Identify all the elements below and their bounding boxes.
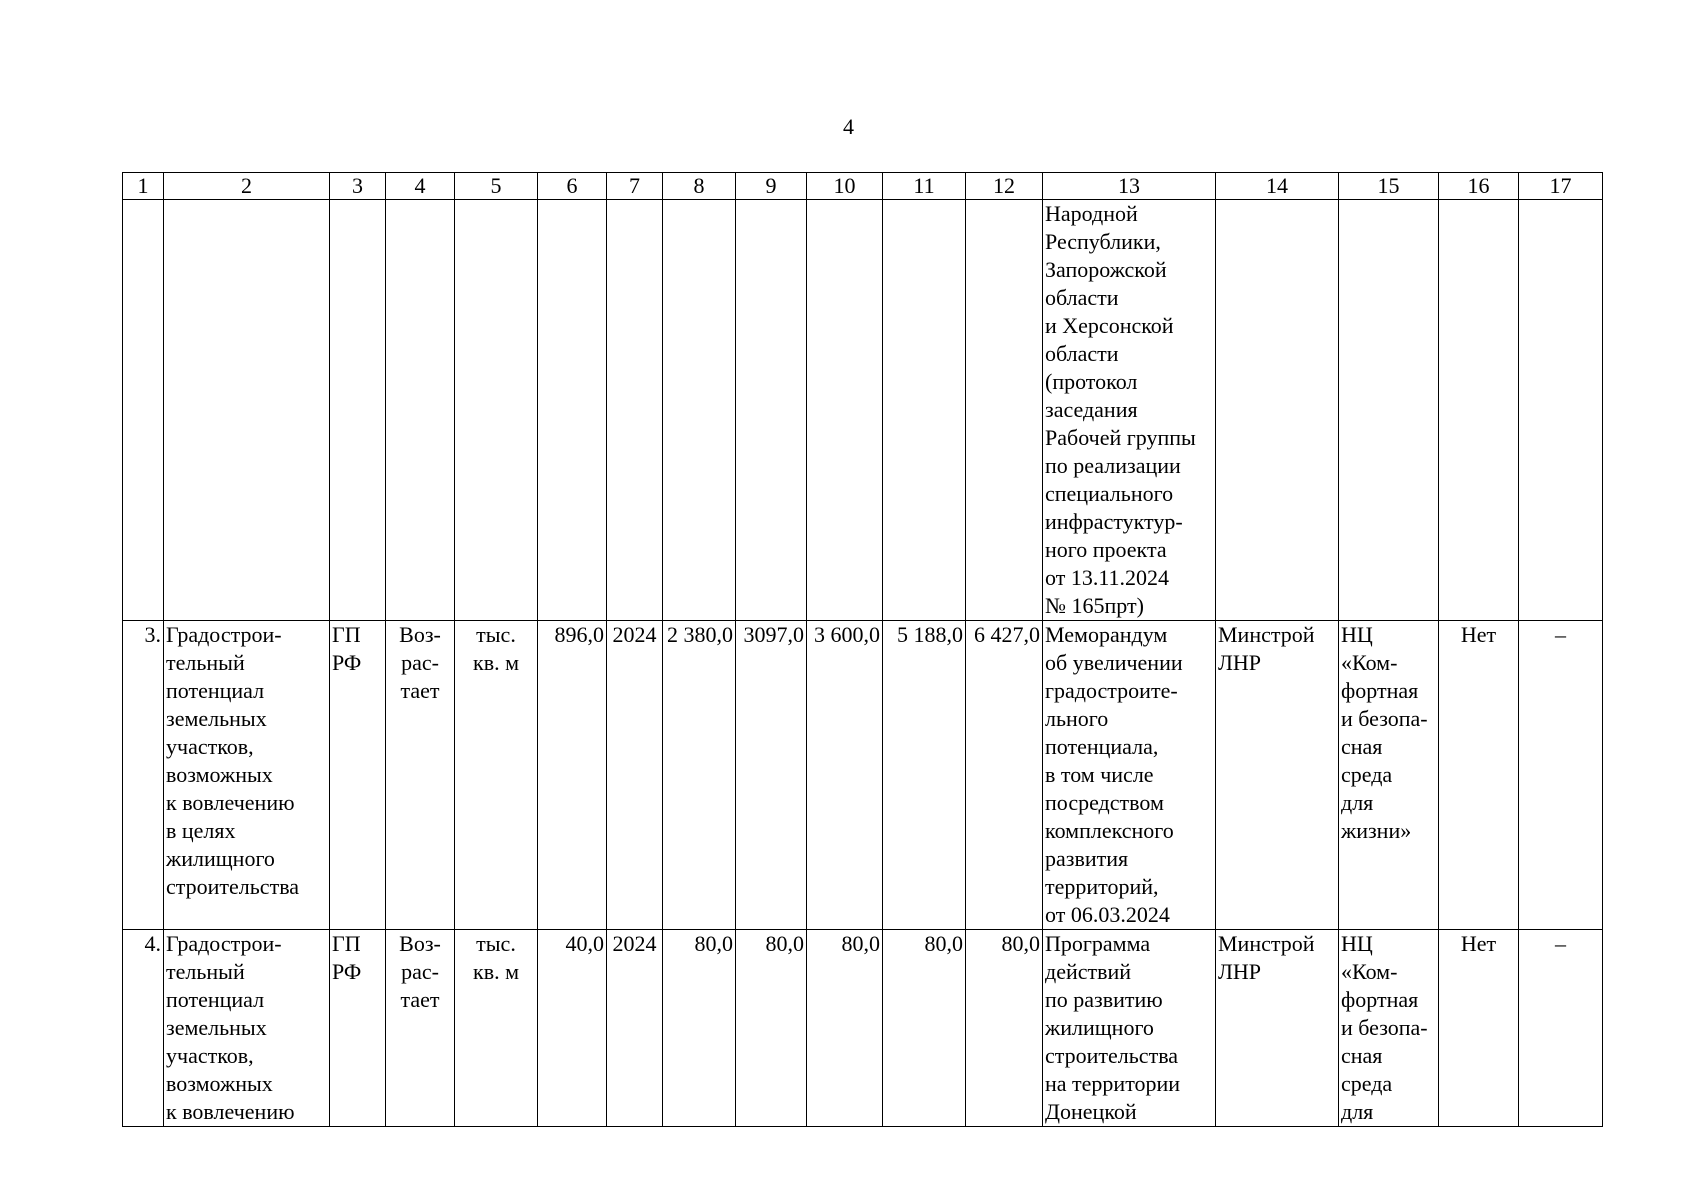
table-cell-number: 4.	[123, 930, 164, 1127]
page-number: 4	[843, 114, 854, 139]
indicators-table	[122, 172, 1603, 1127]
column-header: 17	[1519, 173, 1603, 200]
table-cell-value	[883, 200, 966, 621]
table-cell-unit: тыс. кв. м	[455, 930, 538, 1127]
table-cell-type	[330, 200, 386, 621]
column-header: 14	[1216, 173, 1339, 200]
table-cell-type: ГП РФ	[330, 930, 386, 1127]
table-cell-note: –	[1519, 621, 1603, 930]
table-cell-value: 2 380,0	[663, 621, 736, 930]
table-cell-responsible	[1216, 200, 1339, 621]
column-header: 1	[123, 173, 164, 200]
table-cell-document: Меморандум об увеличении градостроите- льного потенциала, в том числе посредством комплексного развития территорий, от 06.03.2024	[1043, 621, 1216, 930]
column-header: 12	[966, 173, 1043, 200]
table-cell-value: 6 427,0	[966, 621, 1043, 930]
table-cell-responsible: Минстрой ЛНР	[1216, 621, 1339, 930]
table-cell-value: 80,0	[663, 930, 736, 1127]
table-cell-value: 80,0	[736, 930, 807, 1127]
table-cell-project: НЦ «Ком- фортная и безопа- сная среда для	[1339, 930, 1439, 1127]
table-cell-base-year: 2024	[607, 621, 663, 930]
column-header: 13	[1043, 173, 1216, 200]
table-cell-flag: Нет	[1439, 621, 1519, 930]
table-cell-unit	[455, 200, 538, 621]
table-cell-value: 3097,0	[736, 621, 807, 930]
table-cell-note	[1519, 200, 1603, 621]
column-header: 2	[164, 173, 330, 200]
table-cell-value: 80,0	[883, 930, 966, 1127]
column-header: 7	[607, 173, 663, 200]
column-header: 3	[330, 173, 386, 200]
table-cell-value	[736, 200, 807, 621]
column-header: 4	[386, 173, 455, 200]
table-cell-project: НЦ «Ком- фортная и безопа- сная среда для жизни»	[1339, 621, 1439, 930]
table-cell-value	[807, 200, 883, 621]
table-header-row	[123, 173, 1603, 200]
table-cell-value: 5 188,0	[883, 621, 966, 930]
table-row-continuation	[123, 200, 1603, 621]
table-cell-indicator: Градострои- тельный потенциал земельных участков, возможных к вовлечению в целях жилищного строительства	[164, 621, 330, 930]
column-header: 9	[736, 173, 807, 200]
table-cell-base-year: 2024	[607, 930, 663, 1127]
table-cell-base-value	[538, 200, 607, 621]
column-header: 8	[663, 173, 736, 200]
table-cell-trend: Воз- рас- тает	[386, 621, 455, 930]
table-cell-value	[966, 200, 1043, 621]
table-cell-type: ГП РФ	[330, 621, 386, 930]
table-cell-number: 3.	[123, 621, 164, 930]
table-cell-value: 80,0	[966, 930, 1043, 1127]
table-cell-value: 3 600,0	[807, 621, 883, 930]
table-row-4	[123, 930, 1603, 1127]
column-header: 10	[807, 173, 883, 200]
table-cell-indicator: Градострои- тельный потенциал земельных участков, возможных к вовлечению	[164, 930, 330, 1127]
table-cell-value: 80,0	[807, 930, 883, 1127]
table-cell-base-value: 40,0	[538, 930, 607, 1127]
table-cell-document: Программа действий по развитию жилищного строительства на территории Донецкой	[1043, 930, 1216, 1127]
table-cell-trend: Воз- рас- тает	[386, 930, 455, 1127]
column-header: 5	[455, 173, 538, 200]
table-cell-flag	[1439, 200, 1519, 621]
table-cell-responsible: Минстрой ЛНР	[1216, 930, 1339, 1127]
table-cell-flag: Нет	[1439, 930, 1519, 1127]
table-cell-document: Народной Республики, Запорожской области и Херсонской области (протокол заседания Рабочей группы по реализации специального инфрастуктур- ного проекта от 13.11.2024 № 165прт)	[1043, 200, 1216, 621]
column-header: 15	[1339, 173, 1439, 200]
column-header: 11	[883, 173, 966, 200]
table-cell-unit: тыс. кв. м	[455, 621, 538, 930]
table-row-3	[123, 621, 1603, 930]
column-header: 6	[538, 173, 607, 200]
table-cell-indicator	[164, 200, 330, 621]
table-cell-project	[1339, 200, 1439, 621]
table-cell-note: –	[1519, 930, 1603, 1127]
column-header: 16	[1439, 173, 1519, 200]
table-cell-base-year	[607, 200, 663, 621]
table-cell-value	[663, 200, 736, 621]
table-cell-trend	[386, 200, 455, 621]
table-cell-number	[123, 200, 164, 621]
table-cell-base-value: 896,0	[538, 621, 607, 930]
